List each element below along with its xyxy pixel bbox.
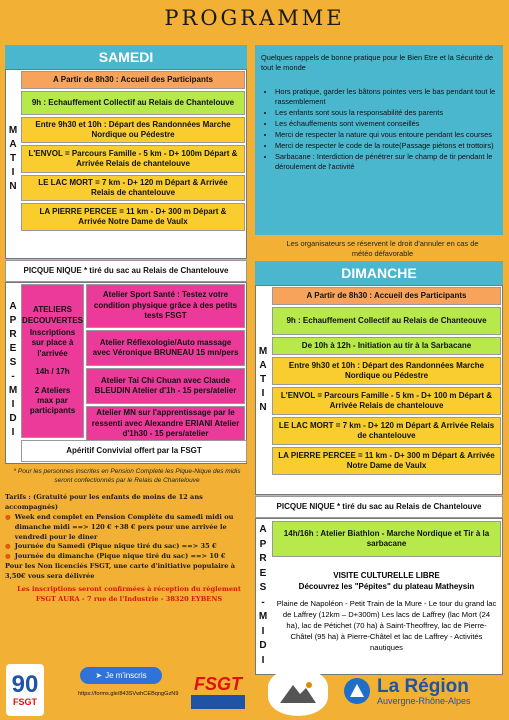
ateliers-count: 2 Ateliers max par participants (29, 385, 76, 416)
vertical-letter: I (261, 388, 265, 399)
samedi-apres-label (5, 300, 21, 440)
vertical-letter: - (261, 596, 265, 608)
cursor-icon: ➤ (95, 671, 103, 680)
tarif-text: Week end complet en Pension Complète du samedi midi ou dimanche midi ==> 120 € +38 € pers pour une arrivée le vendredi pour le diner (14, 512, 234, 541)
ateliers-box (21, 284, 84, 438)
form-url[interactable]: https://forms.gle/843SVwhCEBqngGzN9 (78, 691, 179, 697)
vertical-letter: M (8, 385, 18, 396)
vertical-letter: P (259, 538, 267, 550)
tarif-text: Journée du dimanche (Pique nique tiré du sac) ==> 10 € (14, 552, 226, 561)
workshop-item: Atelier Tai Chi Chuan avec Claude BLEUDIN Atelier d'1h - 15 pers/atelier (86, 368, 245, 404)
tarifs-heading: Tarifs : (Gratuité pour les enfants de moins de 12 ans accompagnés) (5, 493, 203, 511)
visite-text: Plaine de Napoléon - Petit Train de la Mure - Le tour du grand lac de Laffrey (12km – D+300m) Les lacs de Laffrey (lac Mort (24 ha), lac de Pétichet (70 ha) à Saint-Theoffrey, lac de Pierre-Châtel (95 ha) à Pierre-Châtel et lac de Laffrey - Activités nautiques (276, 599, 497, 652)
vertical-letter: I (11, 167, 15, 178)
aperitif: Apéritif Convivial offert par la FSGT (21, 440, 247, 462)
vertical-letter: M (8, 125, 18, 136)
vertical-letter: T (9, 153, 17, 164)
schedule-item: Entre 9h30 et 10h : Départ des Randonnées Marche Nordique ou Pédestre (21, 117, 245, 143)
schedule-item: LA PIERRE PERCEE = 11 km - D+ 300 m Départ & Arrivée Notre Dame de Vaulx (272, 447, 501, 475)
schedule-item: De 10h à 12h - Initiation au tir à la Sarbacane (272, 337, 501, 355)
confirmation: Les inscriptions seront confirmées à réception du règlement (17, 585, 241, 594)
workshop-item: Atelier Sport Santé : Testez votre condition physique grâce à des petits tests FSGT (86, 284, 245, 328)
logo-90-fsgt: FSGT (13, 697, 37, 707)
bullet-icon: ● (5, 542, 11, 551)
inscrire-button[interactable] (80, 667, 162, 684)
region-name: La Région (377, 675, 469, 697)
bullet-icon: ● (5, 552, 11, 561)
region-logo (343, 666, 507, 716)
region-icon (343, 677, 371, 705)
non-licencies: Pour les Non licenciés FSGT, une carte d'initiative populaire à 3,50€ vous sera délivrée (5, 562, 235, 581)
vertical-letter: R (259, 553, 267, 564)
dimanche-picnic: PICQUE NIQUE * tiré du sac au Relais de Chantelouve (255, 496, 503, 518)
schedule-item: A Partir de 8h30 : Accueil des Participants (272, 287, 501, 305)
logo-90 (6, 664, 44, 716)
biathlon: 14h/16h : Atelier Biathlon - Marche Nordique et Tir à la sarbacane (272, 521, 501, 557)
vertical-letter: A (9, 301, 17, 312)
vertical-letter: I (11, 427, 15, 438)
rappel-item: • Hors pratique, garder les bâtons pointes vers le bas pendant tout le rassemblement (275, 87, 497, 107)
visite-sub: Découvrez les "Pépites" du plateau Matheysin (298, 582, 475, 591)
vertical-letter: S (259, 582, 267, 593)
ateliers-inscription: Inscriptions sur place à l'arrivée (29, 328, 76, 358)
samedi-picnic: PICQUE NIQUE * tiré du sac au Relais de Chantelouve (5, 260, 247, 282)
tarif-text: Journée du Samedi (Pique nique tiré du sac) ==> 35 € (14, 542, 217, 551)
vertical-letter: R (9, 329, 17, 340)
tarif-item (5, 552, 253, 562)
vertical-letter: E (259, 567, 267, 579)
vertical-letter: N (9, 181, 17, 192)
vertical-letter: I (261, 654, 265, 666)
workshop-item: Atelier Réflexologie/Auto massage avec Véronique BRUNEAU 15 mn/pers (86, 330, 245, 366)
vertical-letter: S (9, 357, 17, 368)
vertical-letter: D (259, 640, 267, 651)
pleine-nature-logo (268, 668, 328, 716)
dimanche-apres-label (255, 523, 271, 668)
dimanche-header: DIMANCHE (255, 261, 503, 285)
vertical-letter: M (258, 346, 268, 357)
tarif-item (5, 542, 253, 552)
address: FSGT AURA - 7 rue de l'Industrie - 38320 EYBENS (35, 594, 223, 603)
page-title: PROGRAMME (164, 6, 345, 30)
vertical-letter: D (9, 413, 17, 424)
vertical-letter: A (259, 360, 267, 371)
inscrire-label: Je m'inscris (105, 671, 147, 680)
vertical-letter: T (259, 374, 267, 385)
vertical-letter: I (261, 625, 265, 637)
schedule-item: LA PIERRE PERCEE = 11 km - D+ 300 m Départ & Arrivée Notre Dame de Vaulx (21, 203, 245, 231)
vertical-letter: - (11, 371, 15, 382)
tarifs-section (5, 493, 253, 605)
vertical-letter: A (259, 524, 267, 535)
dimanche-matin-label (255, 345, 271, 415)
bullet-icon: ● (5, 512, 11, 521)
pension-note: * Pour les personnes inscrites en Pension Complete les Pique-Nique des midis seront confectionnés par le Relais de Chantelouve (13, 468, 241, 484)
fsgt-logo-text: FSGT (194, 673, 242, 694)
schedule-item: 9h : Echauffement Collectif au Relais de Chanteouve (272, 307, 501, 335)
fsgt-logo (188, 666, 248, 716)
region-sub: Auvergne-Rhône-Alpes (377, 695, 471, 706)
rappel-item: • Sarbacane : Interdiction de pénétrer sur le champ de tir pendant le déroulement de l'activité (275, 152, 497, 172)
vertical-letter: I (11, 399, 15, 410)
samedi-matin-label (5, 124, 21, 194)
rappels-panel (255, 45, 503, 235)
schedule-item: A Partir de 8h30 : Accueil des Participants (21, 71, 245, 89)
visite-title: VISITE CULTURELLE LIBRE (333, 571, 440, 580)
schedule-item: L'ENVOL = Parcours Famille - 5 km - D+ 100 m Départ & Arrivée Relais de chantelouve (272, 387, 501, 415)
visite-box (272, 559, 501, 673)
schedule-item: 9h : Echauffement Collectif au Relais de Chantelouve (21, 91, 245, 115)
rappel-item: • Les échauffements sont vivement conseillés (275, 119, 497, 129)
schedule-item: Entre 9h30 et 10h : Départ des Randonnées Marche Nordique ou Pédestre (272, 357, 501, 385)
vertical-letter: A (9, 139, 17, 150)
rappels-list (261, 87, 497, 172)
rappel-item: • Merci de respecter la nature qui vous entoure pendant les courses (275, 130, 497, 140)
schedule-item: LE LAC MORT = 7 km - D+ 120 m Départ & Arrivée Relais de chantelouve (21, 175, 245, 201)
mountain-icon (278, 679, 318, 705)
organisateurs-note: Les organisateurs se réservent le droit d'annuler en cas de météo défavorable (286, 239, 479, 259)
ateliers-time: 14h / 17h (35, 367, 70, 377)
rappel-item: • Les enfants sont sous la responsabilité des parents (275, 108, 497, 118)
schedule-item: LE LAC MORT = 7 km - D+ 120 m Départ & Arrivée Relais de chantelouve (272, 417, 501, 445)
vertical-letter: M (258, 611, 268, 622)
fsgt-logo-bar (191, 695, 245, 709)
workshop-item: Atelier MN sur l'apprentissage par le ressenti avec Alexandre ERIANI Atelier d'1h30 - 15 pers/atelier (86, 406, 245, 442)
tarif-item (5, 513, 253, 543)
vertical-letter: P (9, 315, 17, 326)
vertical-letter: E (9, 343, 17, 354)
logo-90-number: 90 (11, 671, 39, 698)
rappels-intro: Quelques rappels de bonne pratique pour le Bien Etre et la Sécurité de tout le monde (261, 53, 494, 72)
tarifs-list (5, 513, 253, 562)
samedi-header: SAMEDI (5, 45, 247, 69)
vertical-letter: N (259, 402, 267, 413)
rappel-item: • Merci de respecter le code de la route(Passage piétons et trottoirs) (275, 141, 497, 151)
ateliers-title: ATELIERS DECOUVERTES (22, 305, 83, 325)
schedule-item: L'ENVOL = Parcours Famille - 5 km - D+ 100m Départ & Arrivée Relais de chantelouve (21, 145, 245, 173)
